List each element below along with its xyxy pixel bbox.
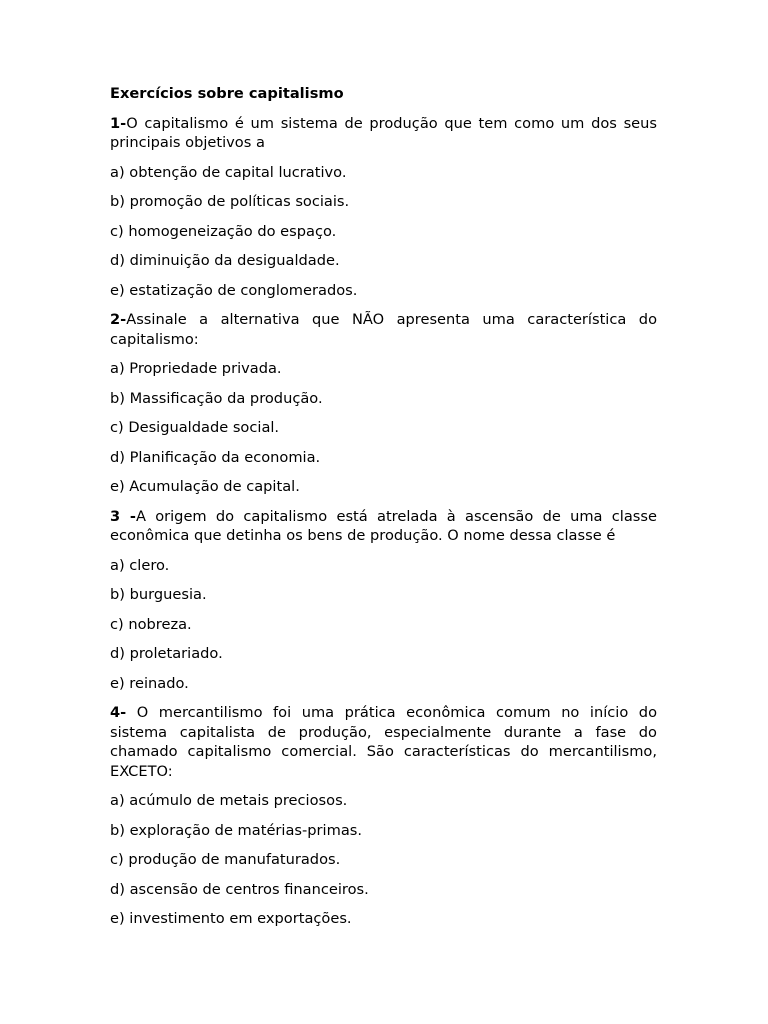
answer-options (110, 791, 657, 929)
question-stem (110, 114, 657, 153)
question-1 (110, 114, 657, 301)
answer-option-c: c) nobreza. (110, 615, 192, 633)
answer-option-e: e) Acumulação de capital. (110, 478, 300, 495)
question-3 (110, 507, 657, 694)
question-text: Assinale a alternativa que NÃO apresenta uma característica do capitalismo: (110, 311, 657, 348)
answer-option-d: d) ascensão de centros financeiros. (110, 880, 369, 898)
question-text: O mercantilismo foi uma prática econômica comum no início do sistema capitalista de produção, especialmente durante a fase do chamado capitalismo comercial. São características do mercantilismo, EXCETO: (110, 704, 657, 780)
question-4 (110, 703, 657, 929)
answer-option-d: d) proletariado. (110, 645, 223, 662)
answer-option-a: a) clero. (110, 556, 170, 574)
document-title: Exercícios sobre capitalismo (110, 85, 344, 102)
question-number: 4- (110, 704, 127, 721)
question-stem (110, 310, 657, 349)
answer-option-b: b) exploração de matérias-primas. (110, 821, 363, 839)
question-text: O capitalismo é um sistema de produção que tem como um dos seus principais objetivos a (110, 114, 657, 151)
document-page (110, 84, 657, 939)
question-2 (110, 310, 657, 497)
answer-option-a: a) obtenção de capital lucrativo. (110, 163, 347, 181)
answer-option-e: e) reinado. (110, 674, 189, 692)
question-text: A origem do capitalismo está atrelada à ascensão de uma classe econômica que detinha os bens de produção. O nome dessa classe é (110, 507, 657, 544)
question-stem (110, 703, 657, 781)
answer-option-e: e) investimento em exportações. (110, 910, 352, 927)
answer-option-c: c) Desigualdade social. (110, 419, 280, 436)
answer-option-d: d) diminuição da desigualdade. (110, 252, 340, 269)
answer-option-a: a) Propriedade privada. (110, 360, 282, 377)
answer-option-a: a) acúmulo de metais preciosos. (110, 792, 348, 809)
answer-option-e: e) estatização de conglomerados. (110, 281, 358, 299)
answer-option-d: d) Planificação da economia. (110, 448, 321, 466)
answer-option-c: c) homogeneização do espaço. (110, 222, 337, 240)
question-number: 2- (110, 311, 127, 328)
answer-option-b: b) burguesia. (110, 586, 207, 603)
answer-option-c: c) produção de manufaturados. (110, 851, 341, 868)
answer-options (110, 556, 657, 694)
answer-option-b: b) Massificação da produção. (110, 389, 323, 407)
question-stem (110, 507, 657, 546)
question-number: 1- (110, 114, 127, 132)
question-number: 3 - (110, 507, 136, 525)
answer-option-b: b) promoção de políticas sociais. (110, 193, 350, 210)
answer-options (110, 359, 657, 497)
answer-options (110, 163, 657, 301)
